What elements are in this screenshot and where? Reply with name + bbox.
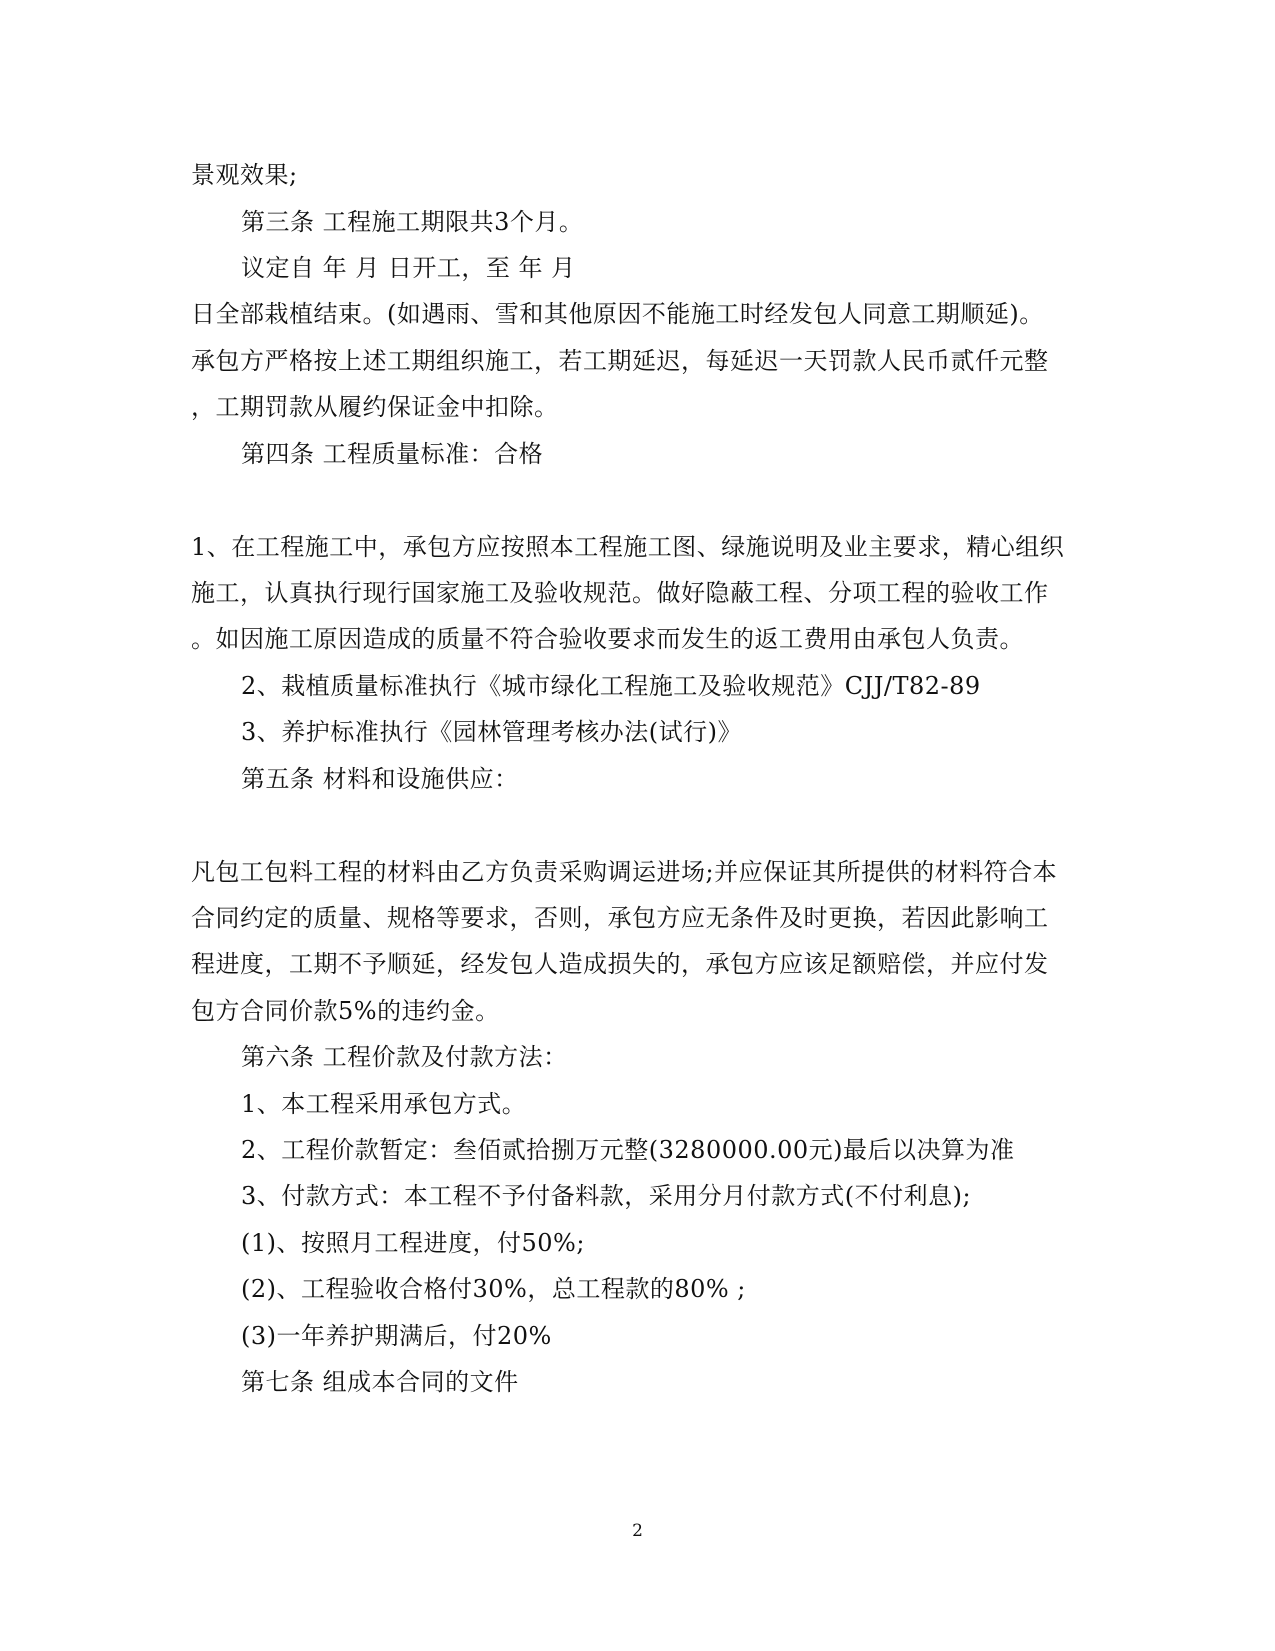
text-line: 3、付款方式：本工程不予付备料款，采用分月付款方式(不付利息); xyxy=(241,1182,972,1210)
text-line: 景观效果; xyxy=(191,161,298,189)
text-line: 1、本工程采用承包方式。 xyxy=(241,1090,527,1118)
text-line: 施工，认真执行现行国家施工及验收规范。做好隐蔽工程、分项工程的验收工作 xyxy=(191,579,1049,607)
text-line: 凡包工包料工程的材料由乙方负责采购调运进场;并应保证其所提供的材料符合本 xyxy=(191,858,1058,886)
text-line: 1、在工程施工中，承包方应按照本工程施工图、绿施说明及业主要求，精心组织 xyxy=(191,533,1065,561)
text-line: ，工期罚款从履约保证金中扣除。 xyxy=(191,393,559,421)
article-heading: 第七条 组成本合同的文件 xyxy=(241,1368,519,1396)
text-line: 日全部栽植结束。(如遇雨、雪和其他原因不能施工时经发包人同意工期顺延)。 xyxy=(191,300,1044,328)
text-line: 包方合同价款5%的违约金。 xyxy=(191,997,500,1025)
text-line: (2)、工程验收合格付30%，总工程款的80% ; xyxy=(241,1275,746,1303)
text-line: 2、工程价款暂定：叁佰贰拾捌万元整(3280000.00元)最后以决算为准 xyxy=(241,1136,1015,1164)
text-line: 合同约定的质量、规格等要求，否则，承包方应无条件及时更换，若因此影响工 xyxy=(191,904,1049,932)
text-line: 承包方严格按上述工期组织施工，若工期延迟，每延迟一天罚款人民币贰仟元整 xyxy=(191,347,1049,375)
article-heading: 第四条 工程质量标准：合格 xyxy=(241,440,544,468)
text-line: 2、栽植质量标准执行《城市绿化工程施工及验收规范》CJJ/T82-89 xyxy=(241,672,981,700)
article-heading: 第三条 工程施工期限共3个月。 xyxy=(241,208,584,236)
article-heading: 第五条 材料和设施供应： xyxy=(241,765,519,793)
text-line: 程进度，工期不予顺延，经发包人造成损失的，承包方应该足额赔偿，并应付发 xyxy=(191,950,1049,978)
text-line: 3、养护标准执行《园林管理考核办法(试行)》 xyxy=(241,718,742,746)
text-line: 。如因施工原因造成的质量不符合验收要求而发生的返工费用由承包人负责。 xyxy=(191,625,1024,653)
article-heading: 第六条 工程价款及付款方法： xyxy=(241,1043,568,1071)
text-line: (1)、按照月工程进度，付50%; xyxy=(241,1229,585,1257)
text-line: (3)一年养护期满后，付20% xyxy=(241,1322,552,1350)
page-number: 2 xyxy=(632,1521,643,1541)
text-line: 议定自 年 月 日开工，至 年 月 xyxy=(241,254,576,282)
